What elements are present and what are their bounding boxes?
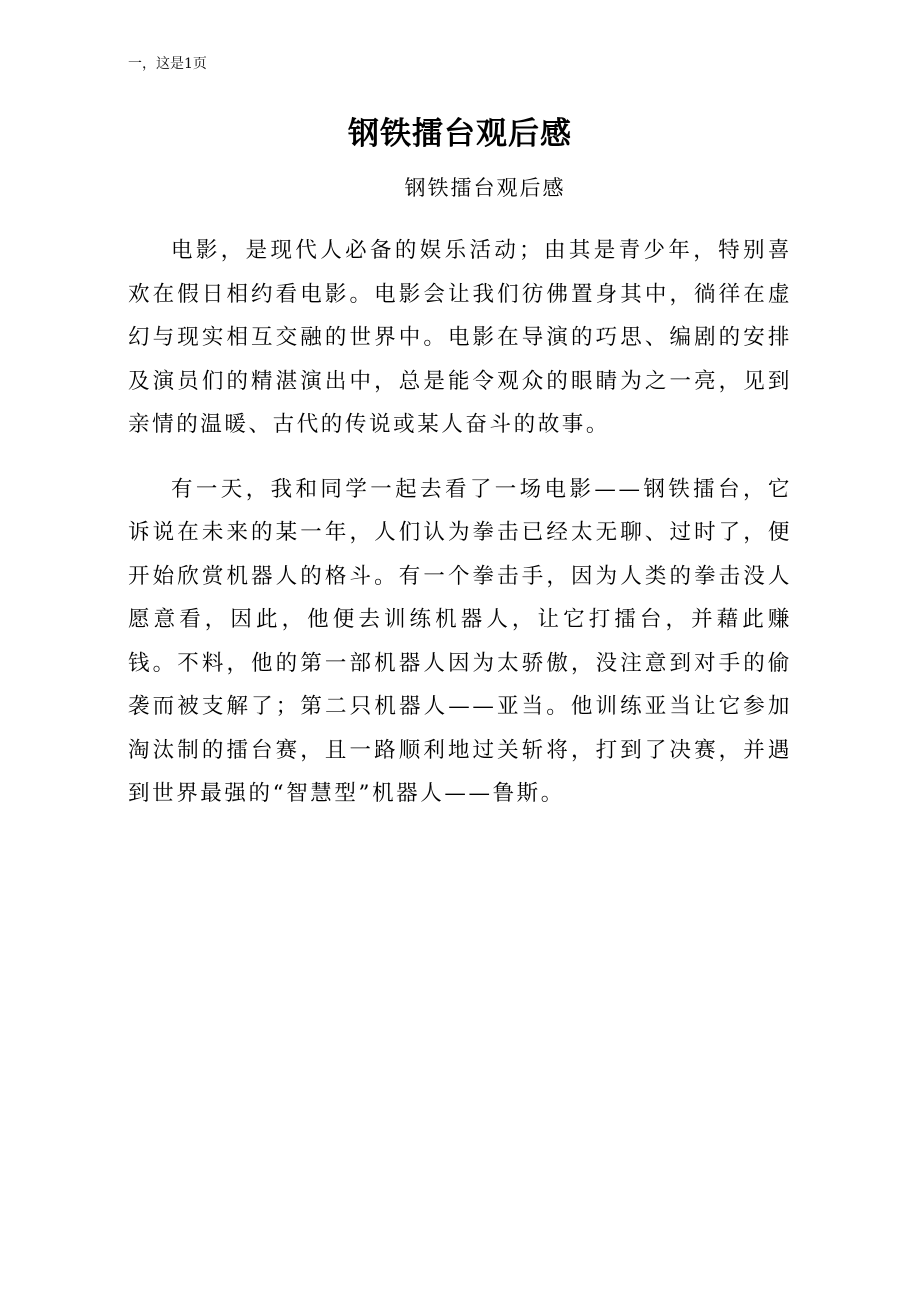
paragraph-2: 有一天，我和同学一起去看了一场电影——钢铁擂台，它诉说在未来的某一年，人们认为拳击已经太无聊、过时了，便开始欣赏机器人的格斗。有一个拳击手，因为人类的拳击没人愿意看，因此，他便去训练机器人，让它打擂台，并藉此赚钱。不料，他的第一部机器人因为太骄傲，没注意到对手的偷袭而被支解了；第二只机器人——亚当。他训练亚当让它参加淘汰制的擂台赛，且一路顺利地过关斩将，打到了决赛，并遇到世界最强的“智慧型”机器人——鲁斯。 bbox=[128, 476, 792, 806]
page-header-label: 一，这是1页 bbox=[128, 56, 207, 72]
document-subtitle: 钢铁擂台观后感 bbox=[404, 176, 566, 200]
paragraph-1: 电影，是现代人必备的娱乐活动；由其是青少年，特别喜欢在假日相约看电影。电影会让我们彷佛置身其中，徜徉在虚幻与现实相互交融的世界中。电影在导演的巧思、编剧的安排及演员们的精湛演出中，总是能令观众的眼睛为之一亮，见到亲情的温暖、古代的传说或某人奋斗的故事。 bbox=[128, 238, 792, 437]
document-body bbox=[128, 229, 792, 837]
document-title: 钢铁擂台观后感 bbox=[348, 116, 572, 152]
